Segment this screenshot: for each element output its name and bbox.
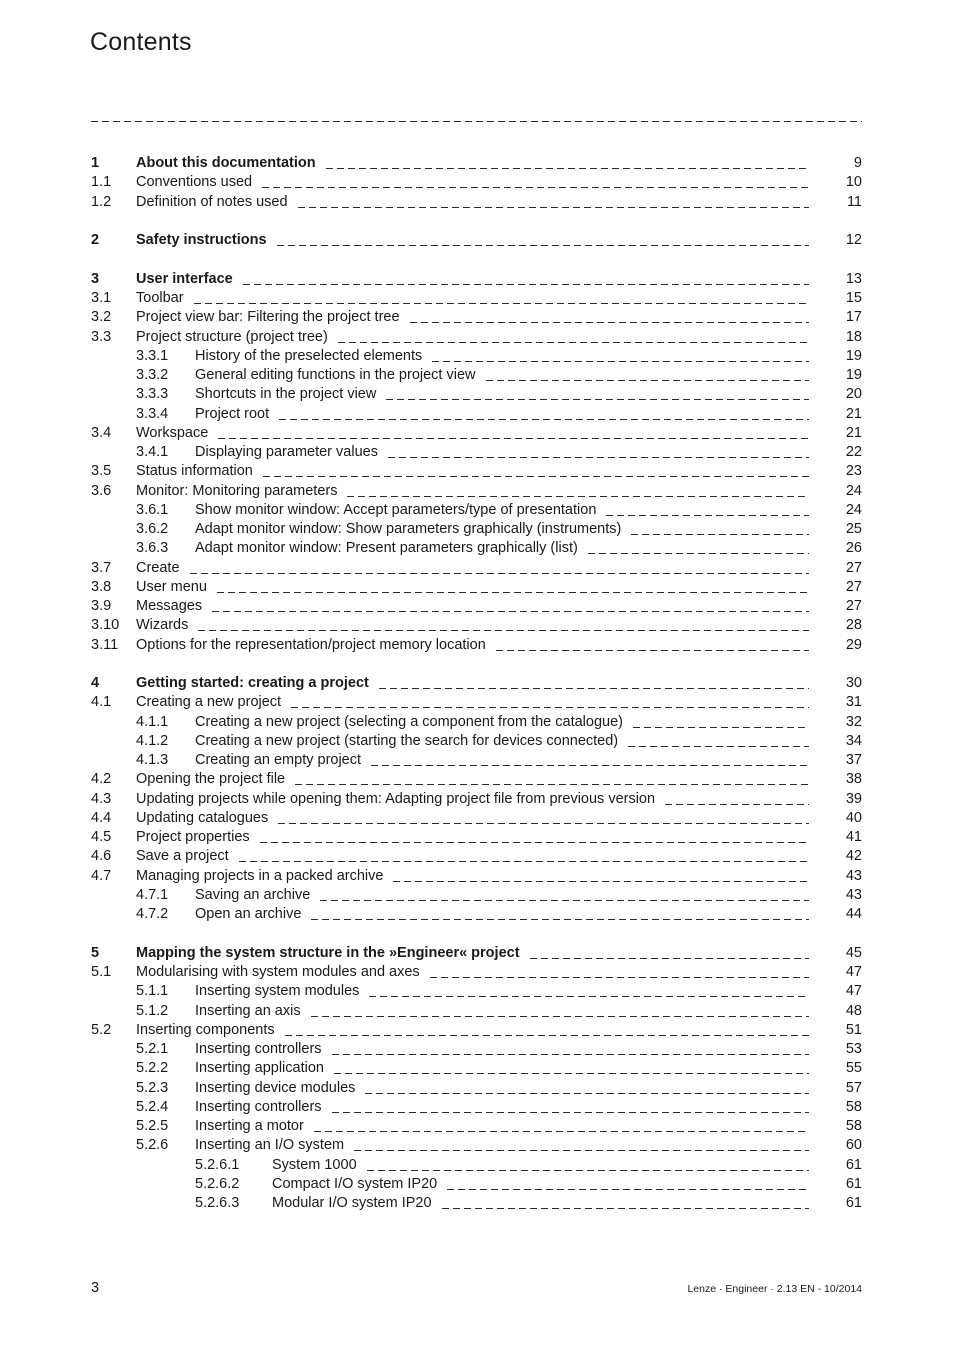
toc-entry-title: Displaying parameter values [195,444,378,461]
toc-entry-number: 3.3.1 [136,347,169,364]
toc-entry-title: Shortcuts in the project view [195,386,377,403]
toc-entry-title: Managing projects in a packed archive [136,867,384,884]
toc-entry-title: History of the preselected elements [195,347,423,364]
toc-entry-title: Mapping the system structure in the »Engineer« project [136,944,520,961]
toc-entry-page: 11 [846,193,862,210]
toc-entry-number: 5.2 [91,1021,112,1038]
toc-leader-dots [367,1156,809,1171]
toc-entry-page: 47 [845,983,862,1000]
toc-entry-page: 57 [845,1079,862,1096]
toc-entry-page: 22 [845,444,862,461]
toc-entry-title: General editing functions in the project view [195,367,476,384]
toc-entry-page: 13 [845,270,862,287]
toc-entry-number: 4.5 [91,829,112,846]
toc-entry-page: 43 [845,867,862,884]
toc-entry-number: 5.2.3 [136,1079,169,1096]
toc-entry[interactable] [0,443,954,462]
toc-entry-page: 55 [845,1060,862,1077]
toc-entry-page: 23 [845,463,862,480]
toc-entry-number: 4.1.1 [136,713,169,730]
toc-entry-number: 2 [91,232,100,249]
toc-entry[interactable] [0,963,954,982]
toc-entry-title: Inserting controllers [195,1098,322,1115]
toc-entry[interactable] [0,231,954,250]
toc-leader-dots [262,173,809,188]
toc-leader-dots [279,405,809,420]
toc-entry-page: 30 [845,675,862,692]
toc-entry-number: 4 [91,675,100,692]
toc-leader-dots [442,1194,809,1209]
toc-entry-title: Messages [136,598,203,615]
toc-entry-number: 4.7 [91,867,112,884]
toc-entry-title: Creating a new project (selecting a component from the catalogue) [195,713,623,730]
toc-entry-title: Workspace [136,424,209,441]
toc-entry[interactable] [0,1156,954,1175]
toc-entry-number: 3.8 [91,578,112,595]
toc-entry[interactable] [0,328,954,347]
page-title: Contents [90,28,192,56]
toc-entry[interactable] [0,867,954,886]
toc-entry-page: 21 [845,424,862,441]
toc-entry-title: Inserting an axis [195,1002,301,1019]
toc-entry-number: 3.3 [91,328,112,345]
toc-leader-dots [338,328,809,343]
toc-entry-page: 12 [845,232,862,249]
toc-entry-number: 3.4.1 [136,444,169,461]
toc-entry-page: 47 [845,964,862,981]
toc-entry-page: 29 [845,636,862,653]
toc-leader-dots [334,1059,809,1074]
toc-entry-number: 5.2.6.2 [195,1175,240,1192]
toc-entry-page: 19 [845,367,862,384]
toc-entry-title: Wizards [136,617,189,634]
toc-entry-title: Creating an empty project [195,752,362,769]
toc-entry-title: About this documentation [136,155,316,171]
toc-entry-page: 20 [845,386,862,403]
toc-entry[interactable] [0,308,954,327]
toc-leader-dots [291,693,809,708]
toc-entry-title: Show monitor window: Accept parameters/type of presentation [195,501,597,518]
toc-entry-page: 15 [845,290,862,307]
toc-entry-title: Toolbar [136,290,184,307]
toc-entry-title: Project root [195,405,270,422]
toc-entry-page: 58 [845,1118,862,1135]
toc-entry-title: Conventions used [136,174,253,191]
toc-entry[interactable] [0,616,954,635]
toc-entry[interactable] [0,154,954,173]
toc-leader-dots [388,443,809,458]
toc-leader-dots [311,1002,809,1017]
toc-entry-number: 3.3.3 [136,386,169,403]
toc-leader-dots [496,636,809,651]
toc-entry-title: Updating projects while opening them: Adapting project file from previous version [136,790,656,807]
toc-leader-dots [393,867,809,882]
toc-entry-page: 32 [845,713,862,730]
toc-leader-dots [320,886,809,901]
toc-leader-dots [365,1079,809,1094]
footer-page-number: 3 [91,1280,100,1296]
toc-leader-dots [314,1117,809,1132]
toc-entry-number: 4.1 [91,694,112,711]
toc-entry-page: 25 [845,521,862,538]
toc-entry[interactable] [0,809,954,828]
toc-leader-dots [369,982,809,997]
toc-entry[interactable] [0,385,954,404]
toc-entry-number: 5.2.5 [136,1118,169,1135]
toc-entry-page: 48 [845,1002,862,1019]
toc-entry-title: Inserting application [195,1060,324,1077]
toc-entry-number: 5.2.4 [136,1098,169,1115]
toc-entry[interactable] [0,559,954,578]
toc-entry-page: 43 [845,886,862,903]
toc-entry-number: 1.2 [91,193,112,210]
toc-entry-number: 4.7.2 [136,906,169,923]
toc-entry[interactable] [0,886,954,905]
toc-leader-dots [379,674,809,689]
toc-entry-number: 3.1 [91,290,112,307]
toc-leader-dots [386,385,809,400]
toc-entry[interactable] [0,732,954,751]
toc-leader-dots [263,462,809,477]
toc-entry[interactable] [0,347,954,366]
toc-entry-number: 5.2.2 [136,1060,169,1077]
toc-entry-number: 3.11 [91,636,119,653]
toc-leader-dots [285,1021,809,1036]
toc-entry[interactable] [0,1079,954,1098]
toc-leader-dots [633,713,809,728]
toc-entry-page: 37 [845,752,862,769]
toc-entry-title: Compact I/O system IP20 [272,1175,438,1192]
toc-entry-page: 27 [845,578,862,595]
toc-leader-dots [530,944,809,959]
toc-entry[interactable] [0,1175,954,1194]
toc-entry-title: Getting started: creating a project [136,675,369,692]
toc-leader-dots [190,559,809,574]
toc-entry[interactable] [0,1059,954,1078]
toc-entry-number: 3.6.2 [136,521,169,538]
toc-leader-dots [628,732,809,747]
footer-document-info: Lenze · Engineer · 2.13 EN - 10/2014 [687,1283,862,1295]
toc-entry-number: 5.2.6.3 [195,1195,240,1212]
toc-leader-dots [243,270,809,285]
toc-entry-number: 1.1 [91,174,112,191]
toc-entry-page: 60 [845,1137,862,1154]
toc-entry-title: Inserting system modules [195,983,360,1000]
toc-entry-number: 3.6 [91,482,112,499]
toc-entry-title: Inserting controllers [195,1041,322,1058]
toc-entry-title: System 1000 [272,1156,357,1173]
toc-entry-number: 4.6 [91,848,112,865]
toc-entry-page: 9 [853,155,862,171]
toc-entry-page: 27 [845,598,862,615]
toc-leader-dots [332,1098,809,1113]
toc-entry-title: Adapt monitor window: Present parameters graphically (list) [195,540,578,557]
toc-entry-number: 3 [91,270,100,287]
toc-leader-dots [217,578,809,593]
toc-entry[interactable] [0,751,954,770]
toc-entry-page: 38 [845,771,862,788]
toc-entry[interactable] [0,1040,954,1059]
toc-entry[interactable] [0,847,954,866]
toc-entry-title: Project properties [136,829,250,846]
toc-entry[interactable] [0,193,954,212]
toc-leader-dots [277,231,809,246]
toc-entry-number: 3.3.4 [136,405,169,422]
toc-entry-page: 58 [845,1098,862,1115]
toc-entry[interactable] [0,1136,954,1155]
toc-entry[interactable] [0,366,954,385]
toc-entry-title: Inserting device modules [195,1079,356,1096]
toc-leader-dots [295,770,809,785]
toc-entry-page: 28 [845,617,862,634]
toc-entry-page: 44 [845,906,862,923]
toc-entry-title: Creating a new project [136,694,282,711]
toc-entry-page: 34 [845,732,862,749]
toc-entry[interactable] [0,982,954,1001]
toc-entry[interactable] [0,1194,954,1213]
toc-entry[interactable] [0,289,954,308]
toc-entry[interactable] [0,424,954,443]
toc-entry-title: User menu [136,578,207,595]
toc-entry-title: Project structure (project tree) [136,328,328,345]
toc-entry-page: 61 [845,1175,862,1192]
toc-entry-number: 4.1.3 [136,752,169,769]
toc-entry[interactable] [0,501,954,520]
toc-entry[interactable] [0,674,954,693]
toc-leader-dots [588,539,809,554]
toc-entry[interactable] [0,462,954,481]
toc-entry-title: User interface [136,270,233,287]
toc-leader-dots [347,482,809,497]
toc-entry-page: 51 [845,1021,862,1038]
toc-entry-title: Opening the project file [136,771,286,788]
toc-leader-dots [371,751,809,766]
toc-leader-dots [354,1136,809,1151]
toc-entry[interactable] [0,944,954,963]
toc-entry-number: 3.9 [91,598,112,615]
toc-entry-page: 10 [845,174,862,191]
toc-entry-title: Modular I/O system IP20 [272,1195,432,1212]
toc-entry-page: 24 [845,482,862,499]
toc-entry-number: 3.3.2 [136,367,169,384]
toc-entry-number: 3.4 [91,424,112,441]
toc-entry-page: 18 [845,328,862,345]
toc-entry-title: Safety instructions [136,232,267,249]
toc-entry[interactable] [0,1098,954,1117]
toc-entry[interactable] [0,790,954,809]
toc-entry-page: 40 [845,809,862,826]
toc-entry-page: 24 [845,501,862,518]
toc-entry-title: Inserting an I/O system [195,1137,345,1154]
toc-entry-title: Options for the representation/project memory location [136,636,486,653]
toc-entry-number: 3.10 [91,617,120,634]
toc-entry[interactable] [0,405,954,424]
toc-entry-number: 5.1.2 [136,1002,169,1019]
toc-entry-page: 17 [845,309,862,326]
toc-entry[interactable] [0,270,954,289]
toc-entry-number: 3.6.1 [136,501,169,518]
toc-entry-number: 3.2 [91,309,112,326]
toc-entry-number: 1 [91,155,100,171]
toc-entry-page: 27 [845,559,862,576]
toc-entry-title: Modularising with system modules and axes [136,964,420,981]
toc-entry[interactable] [0,597,954,616]
title-divider [91,108,862,122]
toc-entry[interactable] [0,1021,954,1040]
toc-leader-dots [194,289,809,304]
toc-entry-number: 4.1.2 [136,732,169,749]
toc-entry[interactable] [0,578,954,597]
toc-entry-title: Updating catalogues [136,809,269,826]
toc-entry-page: 19 [845,347,862,364]
toc-entry[interactable] [0,713,954,732]
toc-entry-title: Definition of notes used [136,193,288,210]
toc-entry-number: 5 [91,944,100,961]
toc-entry-number: 5.1.1 [136,983,169,1000]
toc-leader-dots [298,193,809,208]
toc-entry[interactable] [0,828,954,847]
toc-entry[interactable] [0,1002,954,1021]
toc-entry-page: 41 [845,829,862,846]
toc-leader-dots [410,308,809,323]
toc-leader-dots [432,347,809,362]
toc-entry[interactable] [0,770,954,789]
toc-entry-number: 4.2 [91,771,112,788]
toc-leader-dots [326,154,809,169]
toc-entry-title: Creating a new project (starting the search for devices connected) [195,732,619,749]
toc-leader-dots [198,616,809,631]
toc-entry-title: Adapt monitor window: Show parameters graphically (instruments) [195,521,622,538]
toc-entry-number: 3.7 [91,559,112,576]
toc-leader-dots [212,597,809,612]
toc-leader-dots [218,424,809,439]
toc-leader-dots [278,809,809,824]
toc-entry-title: Inserting a motor [195,1118,304,1135]
toc-entry-title: Saving an archive [195,886,311,903]
toc-entry[interactable] [0,693,954,712]
toc-entry-number: 3.6.3 [136,540,169,557]
toc-entry-number: 5.1 [91,964,112,981]
toc-entry-page: 61 [845,1195,862,1212]
toc-entry-title: Monitor: Monitoring parameters [136,482,338,499]
toc-entry-page: 21 [845,405,862,422]
toc-entry-page: 26 [845,540,862,557]
toc-entry-title: Open an archive [195,906,302,923]
toc-entry[interactable] [0,539,954,558]
toc-entry-number: 4.4 [91,809,112,826]
toc-entry-number: 3.5 [91,463,112,480]
toc-entry[interactable] [0,636,954,655]
toc-leader-dots [631,520,809,535]
toc-entry-title: Save a project [136,848,229,865]
toc-entry-title: Create [136,559,180,576]
toc-entry-title: Status information [136,463,253,480]
toc-entry-title: Inserting components [136,1021,275,1038]
toc-leader-dots [239,847,809,862]
toc-entry[interactable] [0,1117,954,1136]
toc-leader-dots [430,963,809,978]
toc-entry-page: 39 [845,790,862,807]
toc-entry[interactable] [0,520,954,539]
toc-leader-dots [260,828,809,843]
toc-entry-number: 4.3 [91,790,112,807]
toc-entry-number: 4.7.1 [136,886,169,903]
toc-leader-dots [606,501,809,516]
toc-entry-number: 5.2.1 [136,1041,169,1058]
toc-entry-page: 31 [845,694,862,711]
toc-leader-dots [311,905,809,920]
toc-leader-dots [332,1040,809,1055]
toc-entry[interactable] [0,905,954,924]
toc-entry-page: 42 [845,848,862,865]
toc-entry[interactable] [0,482,954,501]
toc-entry-page: 53 [845,1041,862,1058]
toc-entry-number: 5.2.6 [136,1137,169,1154]
toc-entry-page: 45 [845,944,862,961]
toc-entry-number: 5.2.6.1 [195,1156,240,1173]
toc-entry-page: 61 [845,1156,862,1173]
toc-entry-title: Project view bar: Filtering the project tree [136,309,400,326]
toc-leader-dots [447,1175,809,1190]
toc-leader-dots [486,366,809,381]
toc-leader-dots [665,790,809,805]
toc-entry[interactable] [0,173,954,192]
